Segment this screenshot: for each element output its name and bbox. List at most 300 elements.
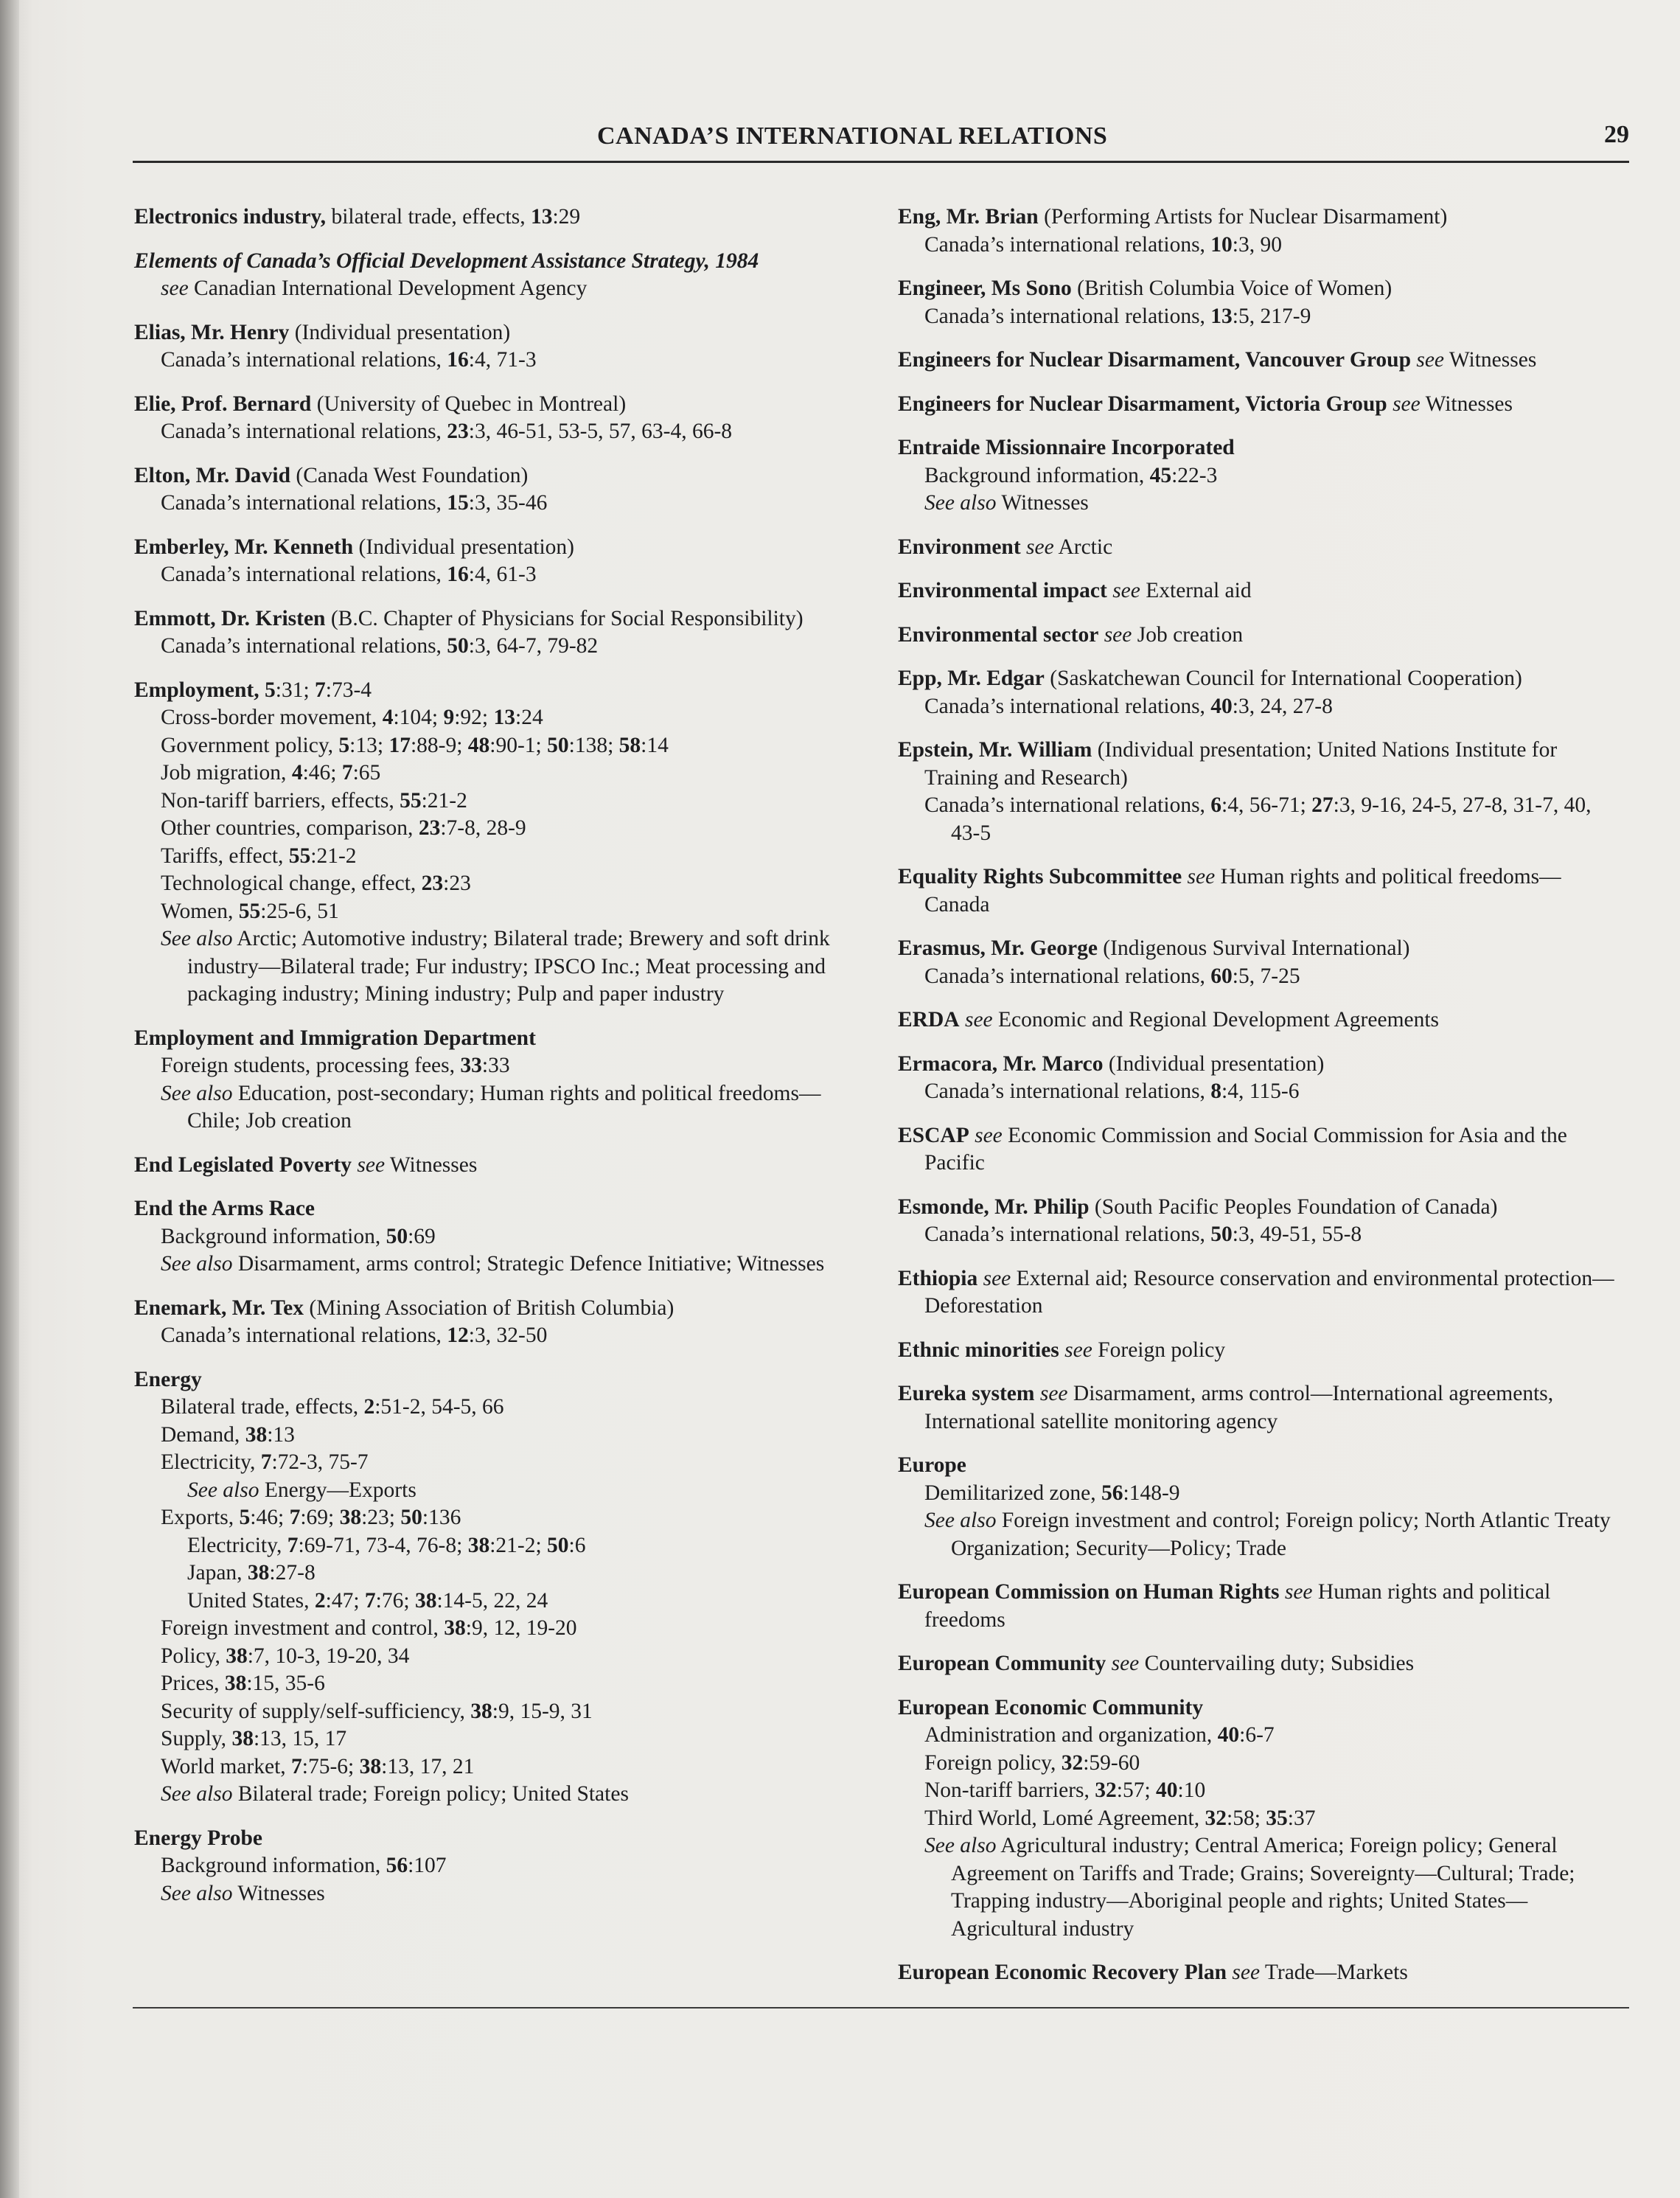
text bbox=[1034, 1382, 1039, 1405]
text: Human rights and political freedoms bbox=[924, 1580, 1551, 1632]
index-entry bbox=[898, 1959, 1624, 1987]
bold-text: 23 bbox=[421, 872, 444, 895]
index-entry bbox=[134, 1025, 871, 1135]
index-subentry-line bbox=[898, 963, 1624, 991]
text: (B.C. Chapter of Physicians for Social Responsibility) bbox=[325, 606, 804, 630]
italic-text: See also bbox=[924, 1834, 997, 1857]
bold-text: 56 bbox=[386, 1854, 408, 1877]
index-subentry-line bbox=[134, 898, 871, 926]
text: :57; bbox=[1116, 1778, 1157, 1802]
text: Canada’s international relations, bbox=[161, 563, 447, 586]
text bbox=[969, 1124, 975, 1147]
italic-text: see bbox=[357, 1152, 386, 1177]
italic-text: See also bbox=[161, 1881, 233, 1905]
index-subentry-line bbox=[134, 1251, 871, 1279]
text: Arctic; Automotive industry; Bilateral trade; Brewery and soft drink industry—Bilateral trade; Fur industry; IPSCO Inc.; Meat processing and packaging industry; Mining industry; Pulp and paper industry bbox=[187, 927, 830, 1006]
italic-text: see bbox=[1393, 392, 1421, 416]
bold-text: 38 bbox=[444, 1616, 466, 1640]
index-subentry-line bbox=[134, 1504, 871, 1532]
text: Agricultural industry; Central America; Foreign policy; General Agreement on Tariffs and Trade; Grains; Sovereignty—Cultural; Trade; Trapping industry—Aboriginal people and rights; United States—Agricultural industry bbox=[951, 1834, 1575, 1941]
index-subentry-line bbox=[134, 1880, 871, 1908]
bold-text: Enemark, Mr. Tex bbox=[134, 1296, 304, 1320]
bold-text: 38 bbox=[247, 1561, 270, 1585]
bold-text: 60 bbox=[1210, 964, 1233, 988]
bold-text: 7 bbox=[364, 1588, 376, 1613]
text: United States, bbox=[187, 1588, 315, 1613]
italic-text: see bbox=[1039, 1382, 1068, 1405]
text bbox=[259, 678, 265, 702]
text: (Individual presentation) bbox=[1103, 1051, 1325, 1076]
text: :31; bbox=[275, 678, 316, 702]
text: Bilateral trade, effects, bbox=[161, 1395, 364, 1419]
text: :6-7 bbox=[1239, 1723, 1275, 1747]
text: World market, bbox=[161, 1754, 292, 1778]
text: Women, bbox=[161, 899, 239, 923]
index-entry bbox=[134, 204, 871, 232]
index-subentry-line bbox=[134, 1449, 871, 1477]
text: Tariffs, effect, bbox=[161, 844, 289, 868]
index-heading-line bbox=[898, 1380, 1624, 1436]
bold-text: Electronics industry, bbox=[134, 205, 327, 229]
text: :33 bbox=[481, 1054, 510, 1077]
index-subentry-line bbox=[898, 1480, 1624, 1508]
text: bilateral trade, effects, bbox=[326, 205, 531, 229]
index-entry bbox=[898, 1380, 1624, 1436]
index-heading-line bbox=[898, 577, 1624, 605]
italic-text: See also bbox=[924, 491, 997, 515]
bold-text: Energy bbox=[134, 1367, 202, 1391]
text: Witnesses bbox=[996, 491, 1089, 515]
bold-text: 38 bbox=[414, 1588, 437, 1613]
index-subentry-line bbox=[898, 1777, 1624, 1805]
text: Witnesses bbox=[232, 1881, 325, 1905]
index-entry bbox=[898, 275, 1624, 330]
text: :37 bbox=[1287, 1806, 1316, 1830]
index-subentry-line bbox=[134, 704, 871, 732]
index-subentry-line bbox=[134, 1753, 871, 1781]
bold-text: End Legislated Poverty bbox=[134, 1152, 352, 1177]
text: Countervailing duty; Subsidies bbox=[1139, 1652, 1415, 1675]
index-heading-line bbox=[898, 863, 1624, 919]
text: :75-6; bbox=[302, 1754, 360, 1778]
index-entry bbox=[134, 605, 871, 661]
index-heading-line bbox=[898, 434, 1624, 462]
bold-text: 38 bbox=[339, 1506, 362, 1529]
text: (University of Quebec in Montreal) bbox=[311, 392, 627, 416]
bold-text: 32 bbox=[1095, 1778, 1117, 1802]
text: :6 bbox=[568, 1533, 586, 1557]
italic-text: see bbox=[1284, 1580, 1313, 1604]
text bbox=[1279, 1580, 1284, 1604]
bold-text: 40 bbox=[1156, 1778, 1178, 1802]
text: :3, 90 bbox=[1232, 232, 1282, 257]
index-entry bbox=[134, 677, 871, 1009]
text: :5, 217-9 bbox=[1232, 304, 1311, 328]
page-title: CANADA’S INTERNATIONAL RELATIONS bbox=[597, 122, 1108, 150]
text bbox=[960, 1008, 965, 1032]
index-entry bbox=[898, 1579, 1624, 1634]
bold-text: European Economic Community bbox=[898, 1695, 1204, 1719]
text: :76; bbox=[375, 1588, 415, 1613]
index-heading-line bbox=[134, 204, 871, 232]
bold-text: Ethnic minorities bbox=[898, 1338, 1059, 1362]
index-subentry-line bbox=[134, 561, 871, 589]
bold-text: 38 bbox=[245, 1422, 268, 1447]
text: :24 bbox=[515, 706, 543, 729]
bold-text: 16 bbox=[447, 348, 469, 372]
bold-text: 5 bbox=[338, 733, 350, 757]
text: Disarmament, arms control; Strategic Defence Initiative; Witnesses bbox=[232, 1252, 825, 1276]
index-heading-line bbox=[898, 1650, 1624, 1678]
index-subentry-line bbox=[134, 787, 871, 815]
italic-text: see bbox=[1026, 535, 1054, 559]
text: Energy—Exports bbox=[259, 1478, 416, 1502]
index-heading-line bbox=[898, 1452, 1624, 1480]
text: :21-2; bbox=[489, 1533, 548, 1557]
bold-text: Eng, Mr. Brian bbox=[898, 205, 1039, 229]
text: :88-9; bbox=[410, 733, 468, 757]
index-entry bbox=[898, 1006, 1624, 1034]
index-subentry-line bbox=[134, 1587, 871, 1616]
index-subentry-line bbox=[134, 1852, 871, 1880]
text: Witnesses bbox=[1444, 348, 1537, 372]
text: :138; bbox=[568, 733, 619, 757]
italic-text: See also bbox=[161, 1782, 233, 1806]
index-heading-line bbox=[898, 1959, 1624, 1987]
index-entry bbox=[134, 1366, 871, 1809]
text: :148-9 bbox=[1123, 1481, 1180, 1505]
text: :104; bbox=[393, 706, 444, 729]
text: External aid bbox=[1140, 579, 1252, 602]
bold-text: 45 bbox=[1149, 463, 1172, 487]
text: Background information, bbox=[924, 463, 1150, 487]
text: Demilitarized zone, bbox=[924, 1481, 1101, 1505]
index-heading-line bbox=[134, 677, 871, 705]
index-subentry-line bbox=[898, 1805, 1624, 1833]
index-entry bbox=[898, 577, 1624, 605]
bold-text: European Community bbox=[898, 1652, 1106, 1675]
text: (Individual presentation; United Nations Institute for Training and Research) bbox=[924, 738, 1558, 790]
text: :22-3 bbox=[1171, 463, 1218, 487]
index-entry bbox=[898, 204, 1624, 259]
page-number: 29 bbox=[1604, 121, 1629, 148]
index-heading-line bbox=[898, 665, 1624, 693]
bold-text: 10 bbox=[1210, 232, 1233, 257]
bold-text: 9 bbox=[443, 706, 455, 729]
bold-text: 17 bbox=[388, 733, 411, 757]
bold-text: 48 bbox=[467, 733, 490, 757]
text: :14-5, 22, 24 bbox=[436, 1588, 548, 1613]
text: Canada’s international relations, bbox=[924, 694, 1211, 718]
bold-text: 38 bbox=[231, 1727, 254, 1750]
bold-text: Employment and Immigration Department bbox=[134, 1026, 536, 1050]
bold-text: Ermacora, Mr. Marco bbox=[898, 1051, 1104, 1076]
bold-text: 40 bbox=[1210, 694, 1233, 718]
bold-text: 8 bbox=[1210, 1079, 1222, 1103]
index-subentry-line bbox=[134, 633, 871, 661]
text: :23; bbox=[361, 1506, 401, 1529]
text: :29 bbox=[552, 205, 581, 229]
bold-text: 12 bbox=[447, 1324, 469, 1347]
text: Canada’s international relations, bbox=[161, 634, 447, 658]
bold-text: 38 bbox=[359, 1754, 382, 1778]
index-subentry-line bbox=[134, 1477, 871, 1505]
text: :107 bbox=[408, 1854, 447, 1877]
index-subentry-line bbox=[134, 1080, 871, 1135]
italic-text: see bbox=[975, 1123, 1003, 1147]
text: :92; bbox=[454, 706, 494, 729]
text: Administration and organization, bbox=[924, 1723, 1218, 1747]
bold-text: Europe bbox=[898, 1453, 966, 1477]
text: Economic and Regional Development Agreements bbox=[992, 1008, 1440, 1032]
bold-text: 32 bbox=[1205, 1806, 1227, 1830]
index-heading-line bbox=[898, 935, 1624, 963]
index-entry bbox=[898, 1051, 1624, 1106]
bold-text: Epp, Mr. Edgar bbox=[898, 667, 1045, 690]
text: Other countries, comparison, bbox=[161, 816, 419, 840]
text bbox=[1387, 392, 1393, 416]
text: Canada’s international relations, bbox=[161, 1324, 447, 1347]
italic-text: See also bbox=[161, 1252, 233, 1276]
index-heading-line bbox=[134, 1366, 871, 1394]
bold-italic-text: Elements of Canada’s Official Development Assistance Strategy, 1984 bbox=[134, 248, 759, 273]
index-subentry-line bbox=[134, 1643, 871, 1671]
bold-text: 38 bbox=[224, 1672, 247, 1695]
bold-text: Esmonde, Mr. Philip bbox=[898, 1194, 1090, 1219]
index-heading-line bbox=[898, 1337, 1624, 1365]
index-subentry-line bbox=[134, 490, 871, 518]
text: :3, 32-50 bbox=[468, 1324, 548, 1347]
index-entry bbox=[134, 534, 871, 589]
index-entry bbox=[134, 319, 871, 375]
index-entry bbox=[134, 248, 871, 303]
text: Prices, bbox=[161, 1672, 225, 1695]
index-subentry-line bbox=[898, 462, 1624, 490]
index-subentry-line bbox=[134, 1322, 871, 1350]
bold-text: 33 bbox=[460, 1054, 482, 1077]
bold-text: 50 bbox=[447, 634, 469, 658]
bold-text: Employment, bbox=[134, 678, 259, 702]
bold-text: Environmental sector bbox=[898, 622, 1099, 647]
bold-text: Elias, Mr. Henry bbox=[134, 320, 290, 344]
text: Job creation bbox=[1132, 622, 1244, 647]
text: (Mining Association of British Columbia) bbox=[304, 1296, 675, 1320]
index-subentry-line bbox=[134, 1052, 871, 1080]
bold-text: Epstein, Mr. William bbox=[898, 738, 1092, 762]
index-subentry-line bbox=[134, 1670, 871, 1698]
index-heading-line bbox=[134, 534, 871, 562]
text: :3, 64-7, 79-82 bbox=[468, 634, 599, 658]
index-entry bbox=[898, 863, 1624, 919]
text: Canada’s international relations, bbox=[924, 304, 1211, 328]
bold-text: 13 bbox=[1210, 304, 1233, 328]
index-entry bbox=[898, 665, 1624, 720]
italic-text: see bbox=[964, 1008, 993, 1032]
text: :46; bbox=[250, 1506, 290, 1529]
index-subentry-line bbox=[134, 418, 871, 446]
index-heading-line bbox=[898, 204, 1624, 232]
text: Economic Commission and Social Commission for Asia and the Pacific bbox=[924, 1123, 1567, 1175]
bold-text: 38 bbox=[467, 1533, 490, 1557]
bold-text: European Economic Recovery Plan bbox=[898, 1961, 1227, 1984]
text: :3, 9-16, 24-5, 27-8, 31-7, 40, 43-5 bbox=[951, 793, 1592, 845]
book-spine-shadow bbox=[0, 0, 19, 2198]
bold-text: Environmental impact bbox=[898, 579, 1107, 602]
bold-text: Ethiopia bbox=[898, 1266, 978, 1290]
italic-text: see bbox=[161, 277, 189, 300]
text: (Saskatchewan Council for International Cooperation) bbox=[1044, 667, 1522, 690]
index-subentry-line bbox=[134, 843, 871, 871]
text: (Canada West Foundation) bbox=[290, 463, 529, 487]
italic-text: see bbox=[1064, 1338, 1092, 1362]
index-subentry-line bbox=[134, 1532, 871, 1560]
index-subentry-line bbox=[898, 303, 1624, 331]
text: Canadian International Development Agency bbox=[188, 277, 588, 300]
italic-text: see bbox=[1187, 865, 1216, 888]
bold-text: Equality Rights Subcommittee bbox=[898, 865, 1182, 888]
bold-text: 7 bbox=[315, 678, 326, 702]
bold-text: Erasmus, Mr. George bbox=[898, 936, 1098, 960]
text: Witnesses bbox=[385, 1152, 478, 1177]
text: Job migration, bbox=[161, 761, 292, 785]
index-heading-line bbox=[134, 462, 871, 490]
text: (Individual presentation) bbox=[289, 320, 511, 344]
text: Foreign investment and control; Foreign policy; North Atlantic Treaty Organization; Security—Policy; Trade bbox=[951, 1509, 1611, 1560]
bold-text: Elton, Mr. David bbox=[134, 463, 290, 487]
text: Background information, bbox=[161, 1854, 386, 1877]
italic-text: see bbox=[1112, 579, 1140, 602]
bold-text: 55 bbox=[238, 899, 261, 923]
index-heading-line bbox=[898, 534, 1624, 562]
index-heading-line bbox=[134, 1195, 871, 1223]
bold-text: Elie, Prof. Bernard bbox=[134, 392, 312, 416]
text: Canada’s international relations, bbox=[924, 1223, 1211, 1246]
index-heading-line bbox=[134, 391, 871, 419]
text: :4, 56-71; bbox=[1221, 793, 1312, 817]
index-subentry-line bbox=[898, 1507, 1624, 1562]
bold-text: 5 bbox=[239, 1506, 251, 1529]
bold-text: 50 bbox=[400, 1506, 422, 1529]
index-heading-line bbox=[898, 737, 1624, 792]
text: Canada’s international relations, bbox=[161, 420, 447, 443]
bold-text: 7 bbox=[291, 1754, 302, 1778]
text: External aid; Resource conservation and environmental protection—Deforestation bbox=[924, 1266, 1614, 1318]
text: :4, 71-3 bbox=[468, 348, 537, 372]
index-subentry-line bbox=[898, 1750, 1624, 1778]
index-entry bbox=[898, 391, 1624, 419]
index-heading-line bbox=[134, 1025, 871, 1053]
index-subentry-line bbox=[898, 232, 1624, 260]
text: Japan, bbox=[187, 1561, 248, 1585]
index-heading-line bbox=[898, 1265, 1624, 1321]
index-subentry-line bbox=[898, 1221, 1624, 1249]
text: Electricity, bbox=[187, 1533, 287, 1557]
text: :136 bbox=[422, 1506, 461, 1529]
text: :72-3, 75-7 bbox=[271, 1450, 369, 1474]
bold-text: 7 bbox=[341, 761, 353, 785]
index-heading-line bbox=[898, 1694, 1624, 1722]
index-entry bbox=[898, 434, 1624, 518]
bold-text: 27 bbox=[1311, 793, 1334, 817]
index-subentry-line bbox=[134, 1725, 871, 1753]
italic-text: see bbox=[1111, 1652, 1140, 1675]
bold-text: 6 bbox=[1210, 793, 1222, 817]
text: Non-tariff barriers, bbox=[924, 1778, 1095, 1802]
text: Canada’s international relations, bbox=[161, 348, 447, 372]
index-entry bbox=[134, 1195, 871, 1279]
text: :73-4 bbox=[325, 678, 372, 702]
index-subentry-line bbox=[134, 1698, 871, 1726]
bold-text: ERDA bbox=[898, 1008, 960, 1032]
footer-rule bbox=[133, 2007, 1629, 2009]
index-heading-line bbox=[134, 248, 871, 276]
bold-text: Emberley, Mr. Kenneth bbox=[134, 535, 354, 559]
index-entry bbox=[134, 1295, 871, 1350]
text: (Indigenous Survival International) bbox=[1097, 936, 1410, 960]
text: :46; bbox=[302, 761, 342, 785]
text: :15, 35-6 bbox=[246, 1672, 325, 1695]
italic-text: See also bbox=[924, 1509, 997, 1532]
bold-text: 7 bbox=[287, 1533, 299, 1557]
text: (Individual presentation) bbox=[353, 535, 574, 559]
index-subentry-line bbox=[134, 1223, 871, 1251]
text bbox=[977, 1267, 983, 1290]
text: Trade—Markets bbox=[1260, 1961, 1408, 1984]
index-heading-line bbox=[134, 1295, 871, 1323]
index-heading-line bbox=[134, 319, 871, 347]
bold-text: 23 bbox=[418, 816, 441, 840]
index-subentry-line bbox=[898, 693, 1624, 721]
index-entry bbox=[898, 1650, 1624, 1678]
text: Policy, bbox=[161, 1644, 226, 1668]
bold-text: 40 bbox=[1217, 1723, 1240, 1747]
text: Government policy, bbox=[161, 733, 339, 757]
italic-text: see bbox=[1232, 1961, 1261, 1984]
bold-text: Energy Probe bbox=[134, 1826, 262, 1850]
text: Canada’s international relations, bbox=[924, 964, 1211, 988]
bold-text: Emmott, Dr. Kristen bbox=[134, 606, 326, 630]
index-subentry-line bbox=[134, 1394, 871, 1422]
text: Foreign policy bbox=[1092, 1338, 1226, 1362]
index-subentry-line bbox=[134, 925, 871, 1009]
index-entry bbox=[898, 1122, 1624, 1178]
index-entry bbox=[898, 1694, 1624, 1944]
index-subentry-line bbox=[134, 347, 871, 375]
text: :69-71, 73-4, 76-8; bbox=[298, 1533, 468, 1557]
bold-text: 7 bbox=[260, 1450, 272, 1474]
index-subentry-line bbox=[134, 870, 871, 898]
text: Non-tariff barriers, effects, bbox=[161, 788, 400, 813]
bold-text: 4 bbox=[291, 761, 303, 785]
text: :9, 15-9, 31 bbox=[492, 1699, 593, 1723]
text: :4, 61-3 bbox=[468, 563, 537, 586]
italic-text: see bbox=[1104, 622, 1132, 647]
index-entry bbox=[898, 1337, 1624, 1365]
text: :51-2, 54-5, 66 bbox=[374, 1395, 504, 1419]
bold-text: 16 bbox=[447, 563, 469, 586]
text: :27-8 bbox=[269, 1561, 316, 1585]
text: Education, post-secondary; Human rights and political freedoms—Chile; Job creation bbox=[187, 1081, 821, 1133]
index-column-right bbox=[898, 204, 1624, 2003]
text: Human rights and political freedoms—Canada bbox=[924, 865, 1561, 917]
index-entry bbox=[898, 935, 1624, 990]
index-heading-line bbox=[898, 347, 1624, 375]
bold-text: 4 bbox=[382, 706, 394, 729]
index-heading-line bbox=[134, 1825, 871, 1853]
bold-text: 55 bbox=[400, 788, 422, 813]
text: Foreign policy, bbox=[924, 1750, 1062, 1775]
index-heading-line bbox=[898, 391, 1624, 419]
